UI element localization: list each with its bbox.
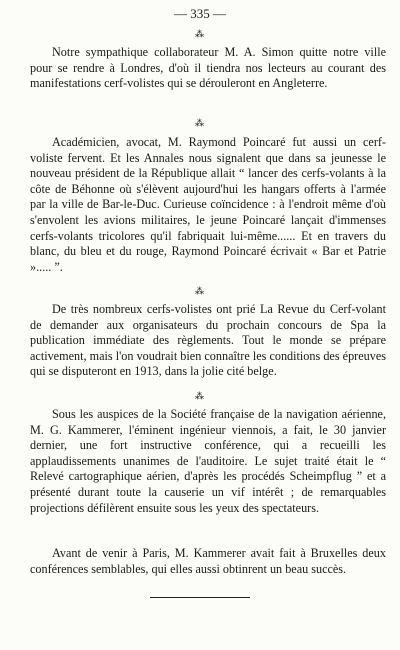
page-number: — 335 — (174, 6, 226, 21)
section-separator: ⁂ (195, 286, 205, 296)
paragraph-simon: Notre sympathique collaborateur M. A. Simon quitte notre ville pour se rendre à Londres, d'où il tiendra nos lecteurs au courant des manifestations cerf-volistes qui se dérouleront en Angleterre. (30, 45, 386, 91)
paragraph-bruxelles: Avant de venir à Paris, M. Kammerer avait fait à Bruxelles deux conférences semblables, qui elles aussi obtinrent un beau succès. (30, 546, 386, 576)
paragraph-kammerer: Sous les auspices de la Société française de la navigation aérienne, M. G. Kammerer, l'éminent ingénieur viennois, a fait, le 30 janvier dernier, une fort instructive conférence, qui a recueilli les applaudissements unanimes de l'auditoire. Le sujet traité était le “ Relevé cartographique aérien, d'après les procédés Scheimpflug ” et a présenté durant toute la causerie un vif intérêt ; de remarquables projections défilèrent ensuite sous les yeux des spectateurs. (30, 407, 386, 515)
closing-rule (150, 597, 250, 598)
section-separator: ⁂ (195, 118, 205, 128)
section-separator: ⁂ (195, 391, 205, 401)
section-separator: ⁂ (195, 29, 205, 39)
paragraph-poincare: Académicien, avocat, M. Raymond Poincaré fut aussi un cerf-voliste fervent. Et les Annales nous signalent que dans sa jeunesse le nouveau président de la République allait “ lancer des cerfs-volants à la côte de Béhonne où s'élèvent aujourd'hui les hangars offerts à l'armée par la ville de Bar-le-Duc. Curieuse coïncidence : à l'endroit même d'où s'envolent les avions militaires, le jeune Poincaré lançait d'immenses cerfs-volants tricolores qu'il fabriquait lui-même...... Et en travers du blanc, du bleu et du rouge, Raymond Poincaré écrivait « Bar et Patrie »..... ”. (30, 135, 386, 274)
paragraph-spa: De très nombreux cerfs-volistes ont prié La Revue du Cerf-volant de demander aux organisateurs du prochain concours de Spa la publication immédiate des règlements. Tout le monde se prépare activement, mais l'on voudrait bien connaître les conditions des épreuves qui se disputeront en 1913, dans la jolie cité belge. (30, 302, 386, 379)
